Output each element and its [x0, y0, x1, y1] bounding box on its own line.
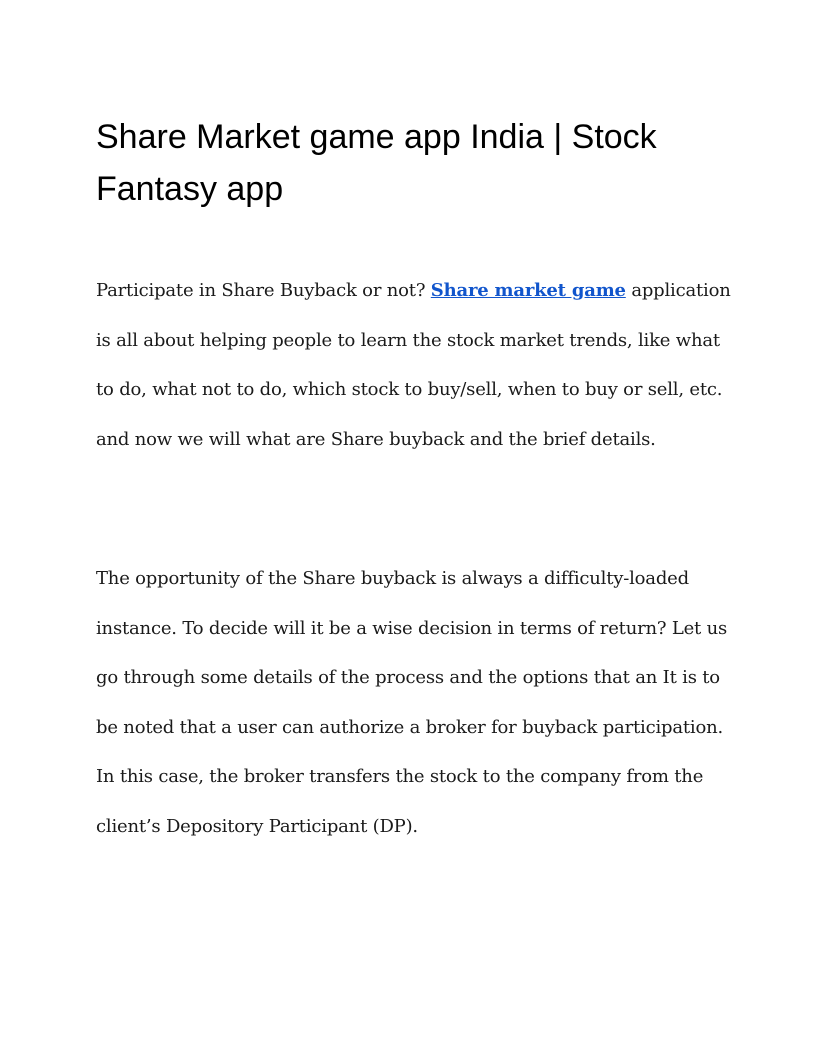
intro-text-after-link: application is all about helping people to learn the stock market trends, like what to do, what not to do, which stock to buy/sell, when to buy or sell, etc. and now we will what are Share buyback and the brief details. — [96, 280, 731, 450]
intro-paragraph — [96, 266, 736, 464]
share-market-game-link[interactable]: Share market game — [430, 280, 626, 301]
buyback-paragraph: The opportunity of the Share buyback is always a difficulty-loaded instance. To decide will it be a wise decision in terms of return? Let us go through some details of the process and the options that an It is to be noted that a user can authorize a broker for buyback participation. In this case, the broker transfers the stock to the company from the client’s Depository Participant (DP). — [96, 568, 728, 837]
intro-text-before-link: Participate in Share Buyback or not? — [96, 280, 431, 301]
document-title: Share Market game app India | Stock Fantasy app — [96, 118, 657, 208]
